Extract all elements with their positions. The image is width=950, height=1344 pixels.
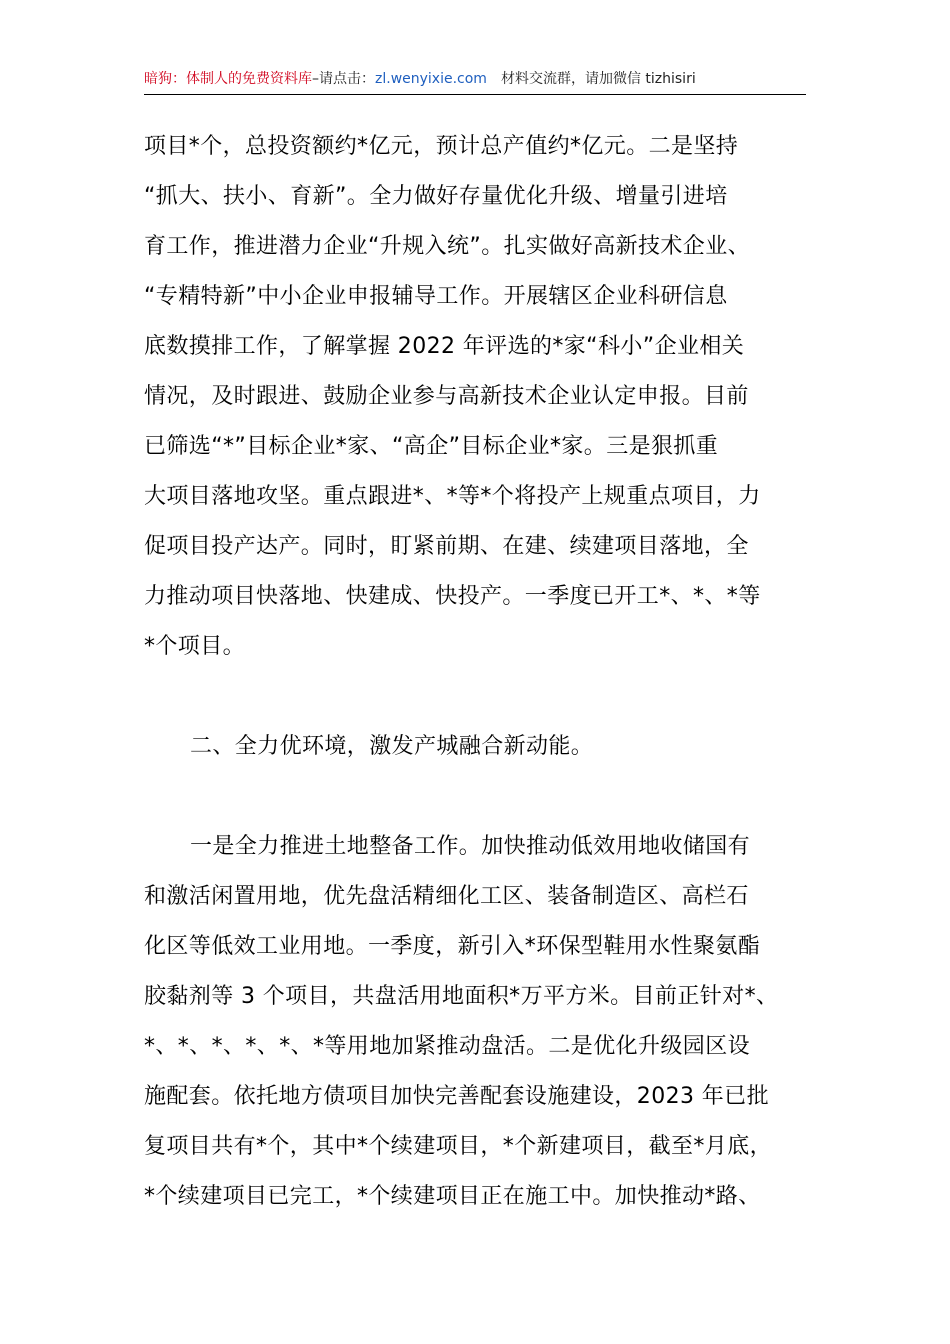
section-heading-text: 二、全力优环境，激发产城融合新动能。 <box>190 734 594 759</box>
text-line: 施配套。依托地方债项目加快完善配套设施建设，2023 年已批 <box>144 1084 769 1109</box>
text-line: *个续建项目已完工，*个续建项目正在施工中。加快推动*路、 <box>144 1184 761 1209</box>
text-line: 化区等低效工业用地。一季度，新引入*环保型鞋用水性聚氨酯 <box>144 934 761 959</box>
paragraph-2 <box>144 822 806 1222</box>
text-line: “抓大、扶小、育新”。全力做好存量优化升级、增量引进培 <box>144 184 728 209</box>
text-line: 大项目落地攻坚。重点跟进*、*等*个将投产上规重点项目，力 <box>144 484 761 509</box>
header-wechat-text: 材料交流群，请加微信 tizhisiri <box>500 71 696 87</box>
paragraph-1 <box>144 122 806 672</box>
text-line: 项目*个，总投资额约*亿元，预计总产值约*亿元。二是坚持 <box>144 134 739 159</box>
text-line: 情况，及时跟进、鼓励企业参与高新技术企业认定申报。目前 <box>144 384 749 409</box>
page-header <box>144 68 806 95</box>
text-line: 一是全力推进土地整备工作。加快推动低效用地收储国有 <box>190 834 751 859</box>
text-line: 底数摸排工作，了解掌握 2022 年评选的*家“科小”企业相关 <box>144 334 745 359</box>
section-heading-2 <box>144 722 806 772</box>
text-line: 胶黏剂等 3 个项目，共盘活用地面积*万平方米。目前正针对*、 <box>144 984 779 1009</box>
header-link[interactable]: zl.wenyixie.com <box>375 71 487 87</box>
header-prompt-text: –请点击： <box>312 71 375 87</box>
text-line: *、*、*、*、*、*等用地加紧推动盘活。二是优化升级园区设 <box>144 1034 751 1059</box>
text-line: *个项目。 <box>144 634 246 659</box>
header-brand-text: 暗狗：体制人的免费资料库 <box>144 71 312 87</box>
text-line: 已筛选“*”目标企业*家、“高企”目标企业*家。三是狠抓重 <box>144 434 719 459</box>
text-line: 促项目投产达产。同时，盯紧前期、在建、续建项目落地，全 <box>144 534 749 559</box>
text-line: 力推动项目快落地、快建成、快投产。一季度已开工*、*、*等 <box>144 584 761 609</box>
text-line: 复项目共有*个，其中*个续建项目，*个新建项目，截至*月底， <box>144 1134 773 1159</box>
text-line: 和激活闲置用地，优先盘活精细化工区、装备制造区、高栏石 <box>144 884 749 909</box>
text-line: 育工作，推进潜力企业“升规入统”。扎实做好高新技术企业、 <box>144 234 750 259</box>
text-line: “专精特新”中小企业申报辅导工作。开展辖区企业科研信息 <box>144 284 728 309</box>
